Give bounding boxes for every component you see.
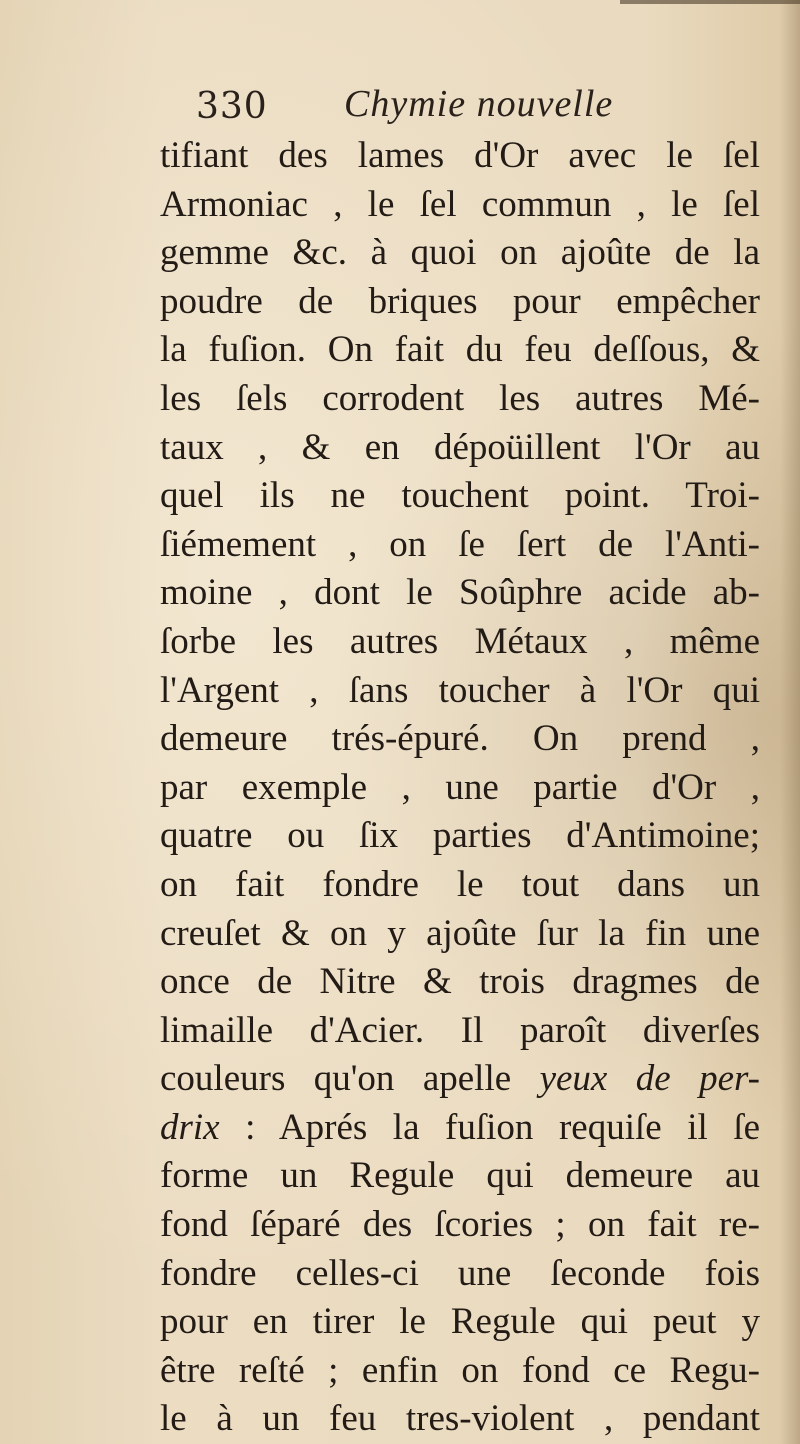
text-segment: ſiémement , on ſe ſert de l'Anti- [160, 523, 760, 565]
text-line [160, 667, 760, 716]
text-segment: ſorbe les autres Métaux , même [160, 620, 760, 662]
text-line [160, 1007, 760, 1056]
text-segment: le à un feu tres-violent , pendant [160, 1398, 760, 1440]
text-segment: poudre de briques pour empêcher [160, 280, 760, 322]
text-segment: creuſet & on y ajoûte ſur la fin une [160, 912, 760, 954]
text-line [160, 1395, 760, 1444]
text-line [160, 1347, 760, 1396]
text-line [160, 715, 760, 764]
text-line [160, 861, 760, 910]
text-line [160, 521, 760, 570]
text-line [160, 229, 760, 278]
running-title: Chymie nouvelle [344, 83, 614, 125]
text-line [160, 472, 760, 521]
text-line [160, 278, 760, 327]
text-segment: fondre celles-ci une ſeconde fois [160, 1252, 760, 1294]
text-line [160, 618, 760, 667]
text-line [160, 1250, 760, 1299]
text-line [160, 569, 760, 618]
text-segment: forme un Regule qui demeure au [160, 1155, 760, 1197]
text-line [160, 1298, 760, 1347]
page-edge-line [620, 0, 800, 4]
text-segment: l'Argent , ſans toucher à l'Or qui [160, 669, 760, 711]
text-line [160, 1201, 760, 1250]
text-line [160, 181, 760, 230]
italic-text-segment: yeux de per- [539, 1058, 760, 1100]
body-text [160, 132, 760, 1444]
text-segment: tifiant des lames d'Or avec le ſel [160, 135, 760, 176]
text-segment: on fait fondre le tout dans un [160, 863, 760, 905]
text-segment: la fuſion. On fait du feu deſſous, & [160, 329, 760, 371]
page-edge-shadow [780, 0, 800, 1444]
text-line [160, 764, 760, 813]
text-segment: limaille d'Acier. Il paroît diverſes [160, 1009, 760, 1051]
text-line [160, 1152, 760, 1201]
text-segment: quatre ou ſix parties d'Antimoine; [160, 815, 760, 857]
text-line [160, 1104, 760, 1153]
page-number: 330 [196, 86, 268, 127]
italic-text-segment: drix [160, 1106, 220, 1148]
text-segment: Armoniac , le ſel commun , le ſel [160, 183, 760, 225]
text-segment: couleurs qu'on apelle [160, 1058, 540, 1100]
text-line [160, 1055, 760, 1104]
text-line [160, 958, 760, 1007]
text-segment: moine , dont le Soûphre acide ab- [160, 572, 760, 614]
text-segment: être reſté ; enfin on fond ce Regu- [160, 1349, 760, 1391]
text-line [160, 326, 760, 375]
text-segment: pour en tirer le Regule qui peut y [160, 1301, 760, 1343]
text-segment: fond ſéparé des ſcories ; on fait re- [160, 1204, 760, 1246]
text-line [160, 812, 760, 861]
text-segment: once de Nitre & trois dragmes de [160, 961, 760, 1003]
text-segment: taux , & en dépoüillent l'Or au [160, 426, 760, 468]
text-line [160, 424, 760, 473]
text-segment: quel ils ne touchent point. Troi- [160, 475, 760, 517]
text-segment: gemme &c. à quoi on ajoûte de la [160, 232, 760, 274]
text-segment: demeure trés-épuré. On prend , [160, 718, 760, 760]
text-segment: : Aprés la fuſion requiſe il ſe [219, 1106, 760, 1148]
text-segment: les ſels corrodent les autres Mé- [160, 377, 760, 419]
text-line [160, 375, 760, 424]
text-line [160, 132, 760, 181]
page-header [196, 78, 756, 138]
text-segment: par exemple , une partie d'Or , [160, 766, 760, 808]
text-line [160, 910, 760, 959]
